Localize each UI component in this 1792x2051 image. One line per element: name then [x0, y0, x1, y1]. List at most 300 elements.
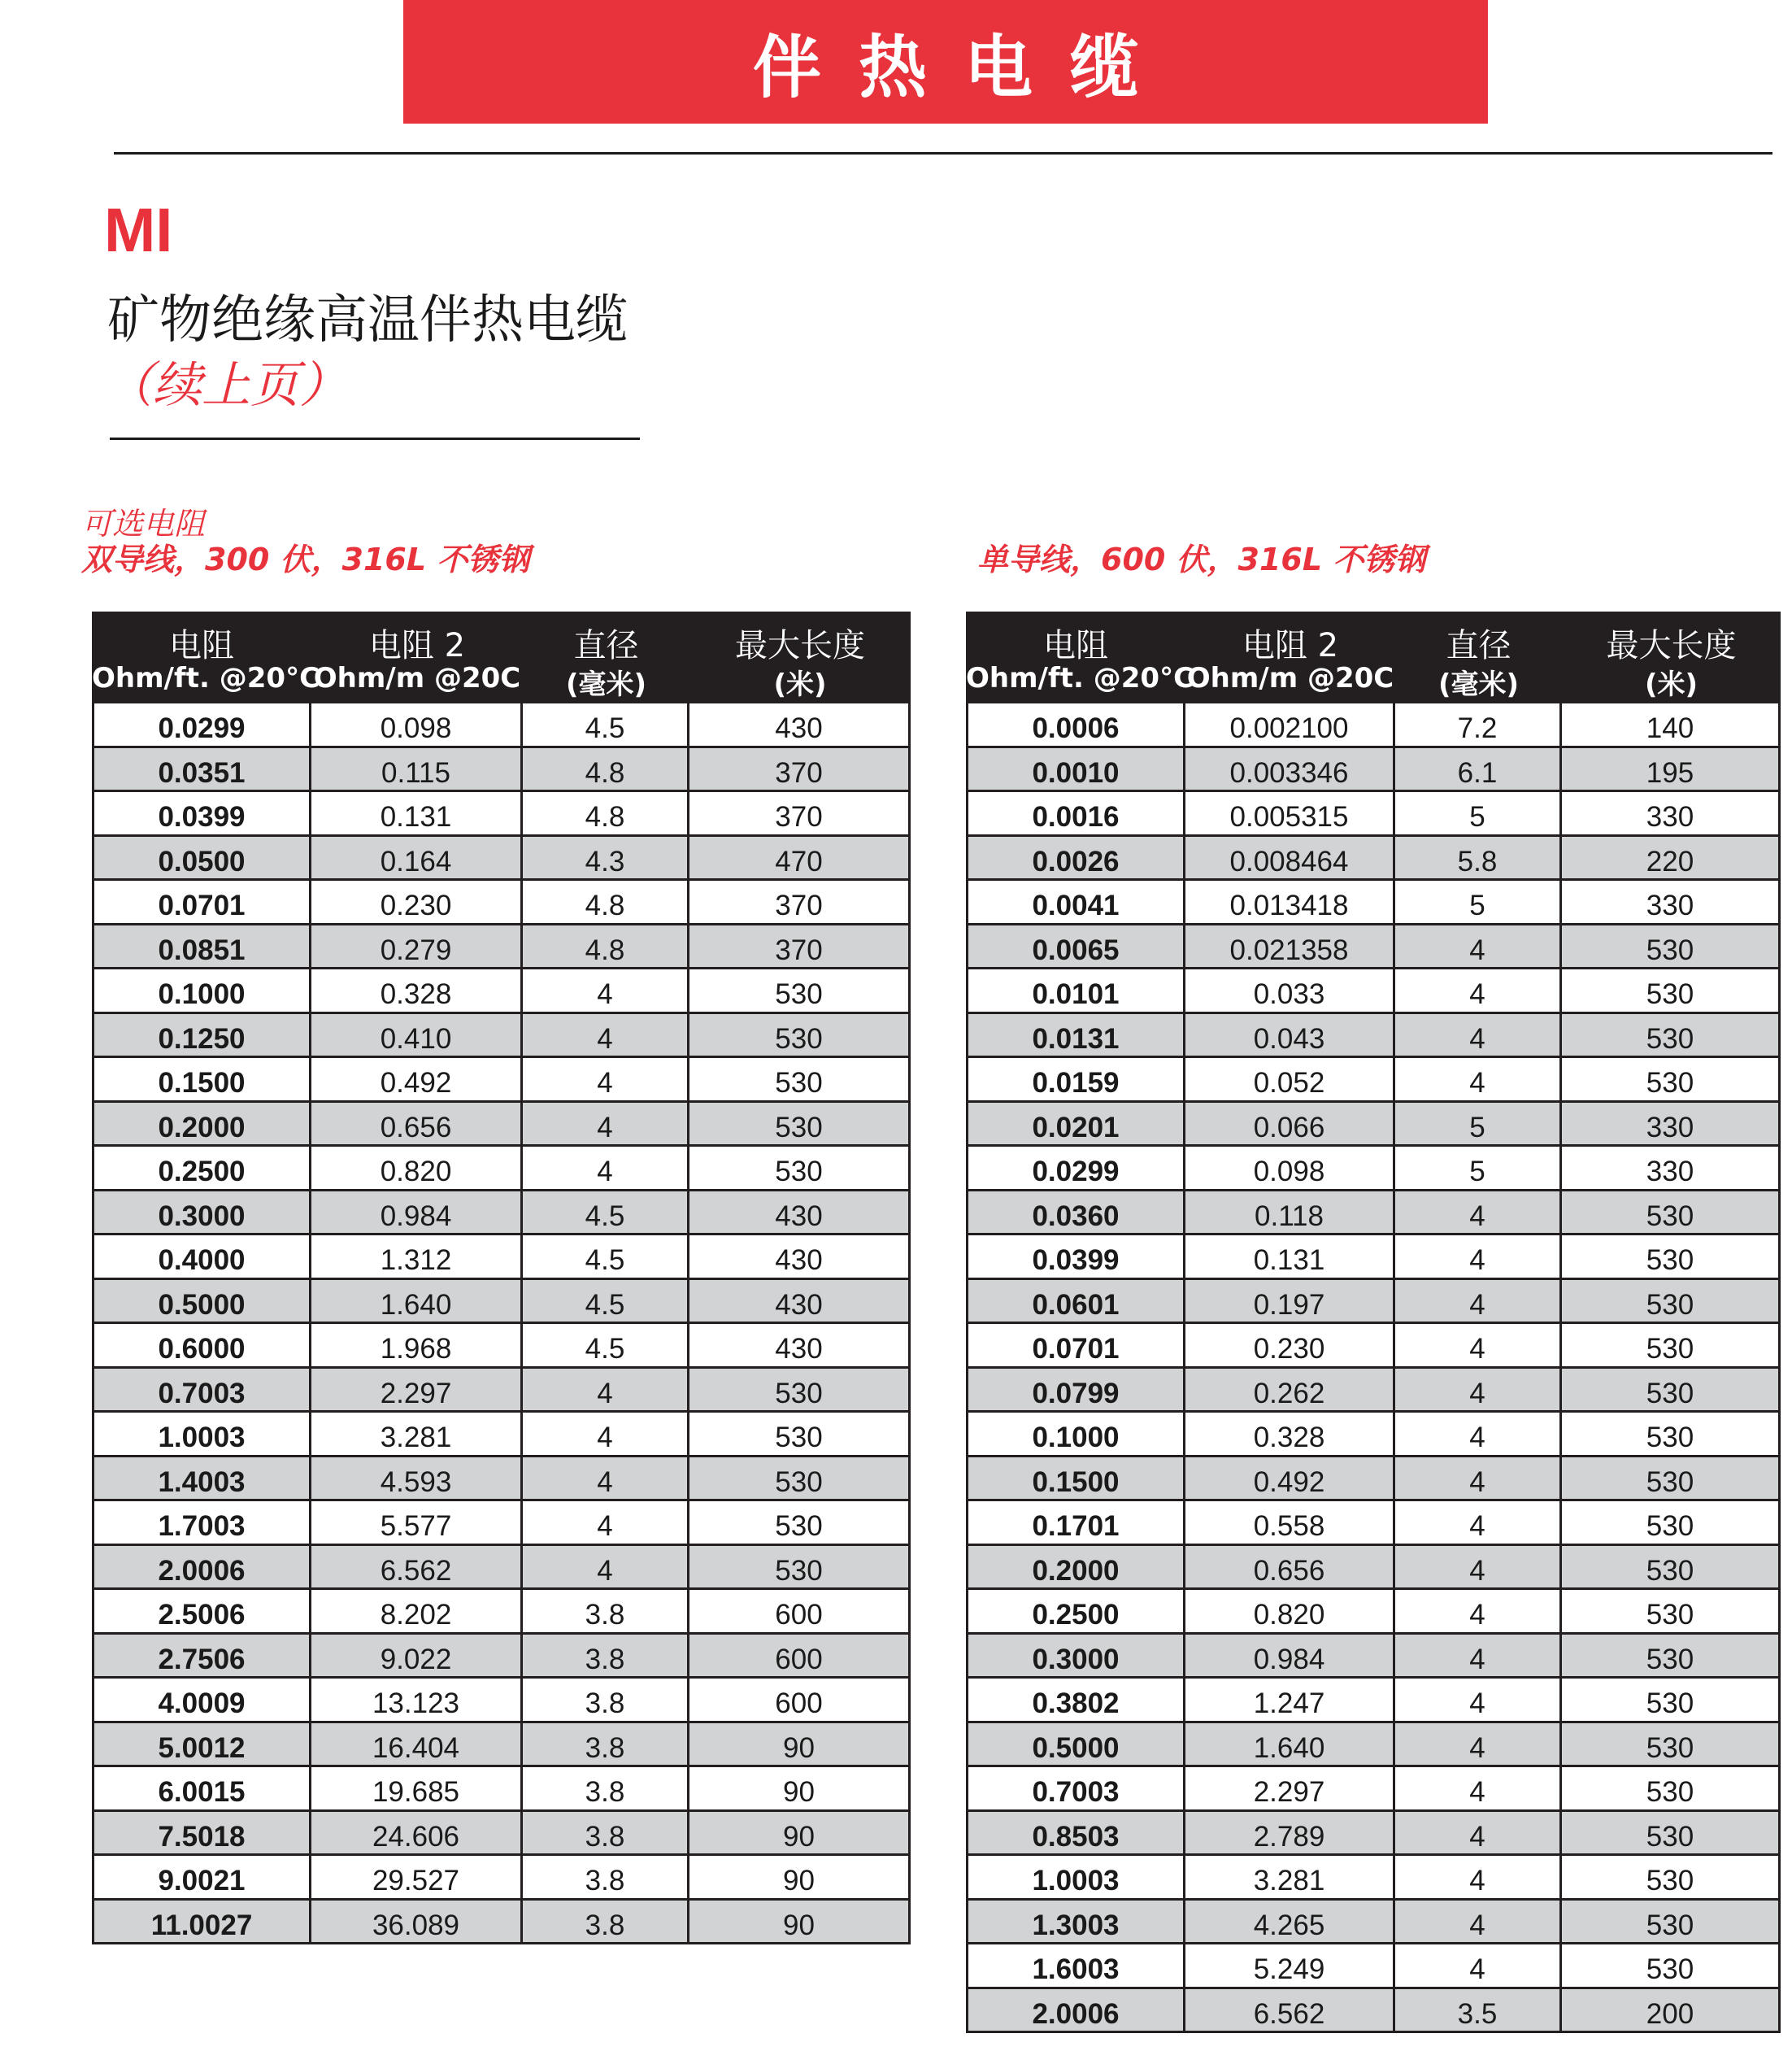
table-cell: 4 [1395, 1546, 1562, 1588]
table-cell: 3.8 [523, 1590, 689, 1632]
table-row [968, 1721, 1778, 1766]
table-cell: 0.0601 [968, 1280, 1185, 1322]
left-caption-line1: 可选电阻 [81, 506, 206, 542]
table-cell: 90 [783, 1731, 815, 1764]
table-cell: 3.281 [1185, 1856, 1395, 1898]
table-cell: 4 [1395, 1457, 1562, 1500]
table-row [968, 1676, 1778, 1721]
table-cell: 90 [783, 1865, 815, 1896]
column-header-title: 最大长度 [1606, 627, 1737, 664]
table-row [94, 1233, 908, 1278]
table-row [94, 1898, 908, 1943]
column-header-unit: Ohm/m @20C [313, 662, 521, 695]
left-spec-table [92, 612, 911, 1944]
table-cell: 530 [1646, 1554, 1694, 1587]
table-cell: 530 [775, 1510, 823, 1542]
table-row [94, 1499, 908, 1544]
table-row [94, 967, 908, 1012]
table-cell: 3.8 [523, 1635, 689, 1677]
column-header-unit: (毫米) [1438, 668, 1520, 701]
table-header [92, 612, 911, 701]
column-header-unit: (米) [1644, 668, 1698, 701]
table-cell: 0.0399 [94, 792, 311, 834]
table-cell: 530 [1646, 1333, 1694, 1365]
table-cell: 330 [1646, 801, 1694, 833]
table-cell: 0.0399 [968, 1235, 1185, 1278]
product-code: MI [104, 196, 173, 265]
table-row [968, 1144, 1778, 1189]
table-cell: 600 [775, 1599, 823, 1631]
table-cell: 5.8 [1395, 837, 1562, 879]
table-cell: 330 [1646, 1156, 1694, 1187]
table-cell: 370 [775, 934, 823, 966]
table-row [94, 1410, 908, 1455]
table-row [94, 1455, 908, 1500]
table-cell: 0.1500 [94, 1058, 311, 1100]
table-cell: 0.656 [1185, 1546, 1395, 1588]
continued-note: （续上页） [104, 357, 348, 414]
table-row [94, 878, 908, 923]
table-cell: 0.328 [1185, 1413, 1395, 1455]
table-row [94, 834, 908, 879]
table-row [94, 1366, 908, 1411]
table-cell: 1.968 [311, 1324, 523, 1366]
table-cell: 0.1000 [968, 1413, 1185, 1455]
column-header-title: 直径 [1446, 627, 1511, 664]
table-row [94, 1809, 908, 1854]
table-cell: 4 [523, 1147, 689, 1189]
table-row [968, 1632, 1778, 1677]
table-cell: 0.1701 [968, 1501, 1185, 1544]
table-cell: 4 [523, 1546, 689, 1588]
table-cell: 4 [1395, 1635, 1562, 1677]
table-row [94, 1544, 908, 1588]
table-cell: 3.5 [1395, 1989, 1562, 2031]
column-header [92, 612, 320, 701]
table-header [966, 612, 1781, 701]
table-cell: 0.118 [1185, 1191, 1395, 1234]
table-cell: 0.043 [1185, 1014, 1395, 1056]
table-cell: 0.0041 [968, 881, 1185, 923]
table-cell: 4.3 [523, 837, 689, 879]
table-cell: 19.685 [311, 1767, 523, 1809]
table-row [968, 701, 1778, 746]
table-cell: 0.021358 [1185, 925, 1395, 968]
table-cell: 0.3000 [94, 1191, 311, 1234]
table-cell: 0.5000 [968, 1723, 1185, 1766]
table-cell: 3.8 [523, 1723, 689, 1766]
table-row [968, 1809, 1778, 1854]
table-cell: 0.0010 [968, 748, 1185, 790]
table-row [94, 1144, 908, 1189]
table-cell: 0.0500 [94, 837, 311, 879]
table-row [94, 1056, 908, 1100]
table-cell: 0.008464 [1185, 837, 1395, 879]
table-cell: 0.656 [311, 1103, 523, 1145]
table-row [94, 1189, 908, 1234]
table-cell: 530 [775, 1111, 823, 1143]
table-cell: 0.820 [311, 1147, 523, 1189]
table-cell: 220 [1646, 845, 1694, 877]
table-cell: 0.0016 [968, 792, 1185, 834]
table-cell: 530 [1646, 934, 1694, 966]
table-cell: 4 [523, 1501, 689, 1544]
table-cell: 4.8 [523, 792, 689, 834]
table-row [968, 1942, 1778, 1987]
table-cell: 0.066 [1185, 1103, 1395, 1145]
table-cell: 6.562 [1185, 1989, 1395, 2031]
table-cell: 530 [1646, 1599, 1694, 1631]
table-cell: 0.984 [1185, 1635, 1395, 1677]
column-header-unit: Ohm/m @20C [1186, 662, 1394, 695]
table-cell: 530 [1646, 1377, 1694, 1409]
table-cell: 1.0003 [94, 1413, 311, 1455]
table-cell: 2.789 [1185, 1812, 1395, 1854]
table-cell: 0.115 [311, 748, 523, 790]
table-cell: 0.230 [1185, 1324, 1395, 1366]
table-cell: 2.297 [1185, 1767, 1395, 1809]
table-cell: 530 [1646, 1820, 1694, 1853]
table-cell: 24.606 [311, 1812, 523, 1854]
table-cell: 0.0851 [94, 925, 311, 968]
table-cell: 0.0701 [94, 881, 311, 923]
table-cell: 0.131 [311, 792, 523, 834]
table-cell: 0.098 [311, 703, 523, 746]
table-cell: 4.5 [523, 1324, 689, 1366]
table-cell: 4 [1395, 1723, 1562, 1766]
table-cell: 5.577 [311, 1501, 523, 1544]
table-cell: 4.5 [523, 1235, 689, 1278]
table-cell: 0.1000 [94, 969, 311, 1012]
table-row [94, 1100, 908, 1145]
column-header [689, 612, 911, 701]
table-cell: 1.6003 [968, 1944, 1185, 1987]
table-cell: 0.1250 [94, 1014, 311, 1056]
table-cell: 370 [775, 756, 823, 789]
table-cell: 0.003346 [1185, 748, 1395, 790]
table-cell: 600 [775, 1643, 823, 1675]
table-cell: 2.5006 [94, 1590, 311, 1632]
table-cell: 530 [1646, 1200, 1694, 1232]
table-row [94, 923, 908, 968]
table-cell: 530 [775, 1465, 823, 1498]
table-cell: 0.0006 [968, 703, 1185, 746]
table-row [94, 1632, 908, 1677]
left-table-caption [81, 506, 529, 577]
table-cell: 530 [1646, 1953, 1694, 1985]
table-cell: 0.0701 [968, 1324, 1185, 1366]
table-cell: 0.0299 [968, 1147, 1185, 1189]
table-cell: 1.3003 [968, 1901, 1185, 1943]
table-cell: 5 [1395, 1147, 1562, 1189]
table-cell: 4 [1395, 1191, 1562, 1234]
table-row [94, 746, 908, 790]
table-row [94, 1278, 908, 1322]
table-cell: 0.7003 [968, 1767, 1185, 1809]
table-row [968, 1455, 1778, 1500]
table-row [968, 1987, 1778, 2031]
table-cell: 4 [523, 1014, 689, 1056]
table-row [94, 701, 908, 746]
table-cell: 4.8 [523, 748, 689, 790]
column-header [966, 612, 1194, 701]
table-cell: 4 [523, 969, 689, 1012]
table-row [968, 834, 1778, 879]
table-cell: 4 [523, 1369, 689, 1411]
table-cell: 530 [1646, 1465, 1694, 1498]
table-cell: 0.492 [1185, 1457, 1395, 1500]
banner-title: 伴热电缆 [752, 27, 1176, 107]
table-cell: 8.202 [311, 1590, 523, 1632]
table-cell: 530 [1646, 1510, 1694, 1542]
table-cell: 4 [1395, 1901, 1562, 1943]
table-cell: 0.820 [1185, 1590, 1395, 1632]
table-cell: 470 [775, 845, 823, 877]
table-cell: 4 [1395, 925, 1562, 968]
table-cell: 0.3000 [968, 1635, 1185, 1677]
column-header-unit: Ohm/ft. @20°C [966, 662, 1194, 695]
table-cell: 4 [1395, 1812, 1562, 1854]
table-cell: 330 [1646, 1111, 1694, 1143]
table-cell: 0.2500 [968, 1590, 1185, 1632]
table-cell: 4 [1395, 1058, 1562, 1100]
column-header-title: 电阻 2 [368, 627, 466, 664]
table-cell: 4 [1395, 1767, 1562, 1809]
table-row [968, 1587, 1778, 1632]
table-cell: 0.052 [1185, 1058, 1395, 1100]
table-row [968, 1410, 1778, 1455]
table-cell: 4 [523, 1103, 689, 1145]
table-cell: 0.0026 [968, 837, 1185, 879]
table-cell: 530 [775, 1422, 823, 1453]
table-cell: 1.7003 [94, 1501, 311, 1544]
table-cell: 4.8 [523, 925, 689, 968]
table-cell: 90 [783, 1820, 815, 1853]
right-caption-line1: 单导线，600 伏，316L 不锈钢 [977, 542, 1426, 577]
table-cell: 195 [1646, 756, 1694, 789]
table-cell: 1.640 [1185, 1723, 1395, 1766]
table-cell: 530 [1646, 1288, 1694, 1321]
table-cell: 530 [1646, 1067, 1694, 1099]
table-row [94, 1676, 908, 1721]
table-cell: 0.131 [1185, 1235, 1395, 1278]
table-cell: 530 [1646, 1643, 1694, 1675]
table-cell: 330 [1646, 890, 1694, 921]
table-cell: 7.2 [1395, 703, 1562, 746]
table-cell: 530 [1646, 1776, 1694, 1808]
table-cell: 0.0299 [94, 703, 311, 746]
table-cell: 90 [783, 1776, 815, 1808]
table-row [94, 1721, 908, 1766]
table-row [968, 1278, 1778, 1322]
table-cell: 530 [1646, 1022, 1694, 1055]
top-divider [114, 152, 1772, 155]
column-header-title: 电阻 2 [1242, 627, 1339, 664]
right-table-caption [977, 542, 1425, 577]
table-cell: 4 [1395, 1280, 1562, 1322]
table-cell: 4 [1395, 1501, 1562, 1544]
table-cell: 430 [775, 1200, 823, 1232]
column-header [1185, 612, 1395, 701]
table-cell: 2.297 [311, 1369, 523, 1411]
table-cell: 4.265 [1185, 1901, 1395, 1943]
table-cell: 530 [775, 1156, 823, 1187]
table-cell: 0.328 [311, 969, 523, 1012]
table-cell: 0.7003 [94, 1369, 311, 1411]
table-cell: 530 [775, 1067, 823, 1099]
table-cell: 3.8 [523, 1812, 689, 1854]
table-cell: 2.0006 [968, 1989, 1185, 2031]
table-cell: 530 [1646, 978, 1694, 1010]
table-cell: 0.005315 [1185, 792, 1395, 834]
column-header [1562, 612, 1781, 701]
table-cell: 90 [783, 1909, 815, 1941]
table-cell: 4 [1395, 1590, 1562, 1632]
table-cell: 4 [523, 1413, 689, 1455]
table-row [968, 878, 1778, 923]
title-banner [403, 0, 1488, 124]
table-cell: 0.0131 [968, 1014, 1185, 1056]
table-row [94, 1012, 908, 1056]
table-cell: 4 [1395, 1856, 1562, 1898]
table-row [968, 1499, 1778, 1544]
table-cell: 4.8 [523, 881, 689, 923]
table-row [968, 1189, 1778, 1234]
table-cell: 29.527 [311, 1856, 523, 1898]
table-cell: 0.6000 [94, 1324, 311, 1366]
table-cell: 1.247 [1185, 1679, 1395, 1721]
table-cell: 530 [1646, 1909, 1694, 1941]
table-row [968, 923, 1778, 968]
table-cell: 4 [1395, 1413, 1562, 1455]
column-header-title: 电阻 [169, 627, 234, 664]
table-row [968, 967, 1778, 1012]
table-cell: 4 [1395, 1235, 1562, 1278]
table-cell: 4 [523, 1457, 689, 1500]
table-row [94, 790, 908, 834]
table-row [94, 1322, 908, 1366]
table-row [968, 1544, 1778, 1588]
table-cell: 530 [1646, 1865, 1694, 1896]
table-cell: 0.013418 [1185, 881, 1395, 923]
table-cell: 600 [775, 1687, 823, 1719]
table-cell: 140 [1646, 712, 1694, 744]
column-header [1395, 612, 1562, 701]
table-cell: 0.279 [311, 925, 523, 968]
table-cell: 0.5000 [94, 1280, 311, 1322]
table-cell: 9.022 [311, 1635, 523, 1677]
table-cell: 430 [775, 1333, 823, 1365]
table-cell: 0.002100 [1185, 703, 1395, 746]
table-cell: 5 [1395, 1103, 1562, 1145]
table-cell: 4.5 [523, 1280, 689, 1322]
table-cell: 4 [1395, 1014, 1562, 1056]
table-row [968, 1898, 1778, 1943]
column-header [523, 612, 689, 701]
table-cell: 5.249 [1185, 1944, 1395, 1987]
table-cell: 530 [775, 1022, 823, 1055]
table-cell: 0.0799 [968, 1369, 1185, 1411]
table-cell: 0.262 [1185, 1369, 1395, 1411]
table-cell: 4 [1395, 1324, 1562, 1366]
table-body [92, 701, 911, 1944]
table-row [94, 1765, 908, 1809]
table-row [968, 1366, 1778, 1411]
table-row [968, 790, 1778, 834]
table-cell: 5 [1395, 792, 1562, 834]
table-row [968, 1233, 1778, 1278]
product-name: 矿物绝缘高温伴热电缆 [107, 290, 628, 351]
table-cell: 0.4000 [94, 1235, 311, 1278]
table-cell: 0.410 [311, 1014, 523, 1056]
table-cell: 0.0101 [968, 969, 1185, 1012]
left-caption-line2: 双导线，300 伏，316L 不锈钢 [81, 542, 530, 577]
table-cell: 13.123 [311, 1679, 523, 1721]
table-cell: 1.640 [311, 1280, 523, 1322]
table-cell: 3.281 [311, 1413, 523, 1455]
table-cell: 6.1 [1395, 748, 1562, 790]
table-cell: 0.0351 [94, 748, 311, 790]
table-row [968, 1853, 1778, 1898]
table-cell: 0.0360 [968, 1191, 1185, 1234]
table-cell: 3.8 [523, 1767, 689, 1809]
column-header-title: 电阻 [1043, 627, 1108, 664]
table-cell: 530 [775, 1554, 823, 1587]
table-cell: 1.0003 [968, 1856, 1185, 1898]
table-cell: 4.5 [523, 703, 689, 746]
section-divider [110, 438, 640, 440]
column-header [311, 612, 523, 701]
table-cell: 0.2000 [94, 1103, 311, 1145]
table-cell: 4 [1395, 969, 1562, 1012]
table-cell: 370 [775, 801, 823, 833]
table-cell: 0.230 [311, 881, 523, 923]
table-cell: 0.558 [1185, 1501, 1395, 1544]
table-row [968, 1056, 1778, 1100]
table-cell: 0.098 [1185, 1147, 1395, 1189]
table-cell: 3.8 [523, 1901, 689, 1943]
table-cell: 36.089 [311, 1901, 523, 1943]
table-cell: 5.0012 [94, 1723, 311, 1766]
table-row [968, 1100, 1778, 1145]
table-cell: 2.0006 [94, 1546, 311, 1588]
table-cell: 0.2500 [94, 1147, 311, 1189]
column-header-unit: (米) [773, 668, 827, 701]
right-spec-table [966, 612, 1781, 2033]
table-cell: 4 [1395, 1944, 1562, 1987]
table-cell: 430 [775, 1244, 823, 1276]
table-cell: 530 [1646, 1731, 1694, 1764]
table-cell: 3.8 [523, 1856, 689, 1898]
table-cell: 0.0065 [968, 925, 1185, 968]
table-cell: 4 [1395, 1679, 1562, 1721]
table-row [968, 1322, 1778, 1366]
table-cell: 4 [1395, 1369, 1562, 1411]
table-row [968, 746, 1778, 790]
column-header-unit: (毫米) [565, 668, 647, 701]
table-cell: 0.492 [311, 1058, 523, 1100]
table-cell: 0.0201 [968, 1103, 1185, 1145]
table-cell: 7.5018 [94, 1812, 311, 1854]
table-cell: 6.562 [311, 1546, 523, 1588]
table-cell: 1.312 [311, 1235, 523, 1278]
table-cell: 2.7506 [94, 1635, 311, 1677]
column-header-title: 直径 [573, 627, 639, 664]
table-cell: 0.8503 [968, 1812, 1185, 1854]
table-cell: 430 [775, 1288, 823, 1321]
table-cell: 9.0021 [94, 1856, 311, 1898]
table-cell: 1.4003 [94, 1457, 311, 1500]
